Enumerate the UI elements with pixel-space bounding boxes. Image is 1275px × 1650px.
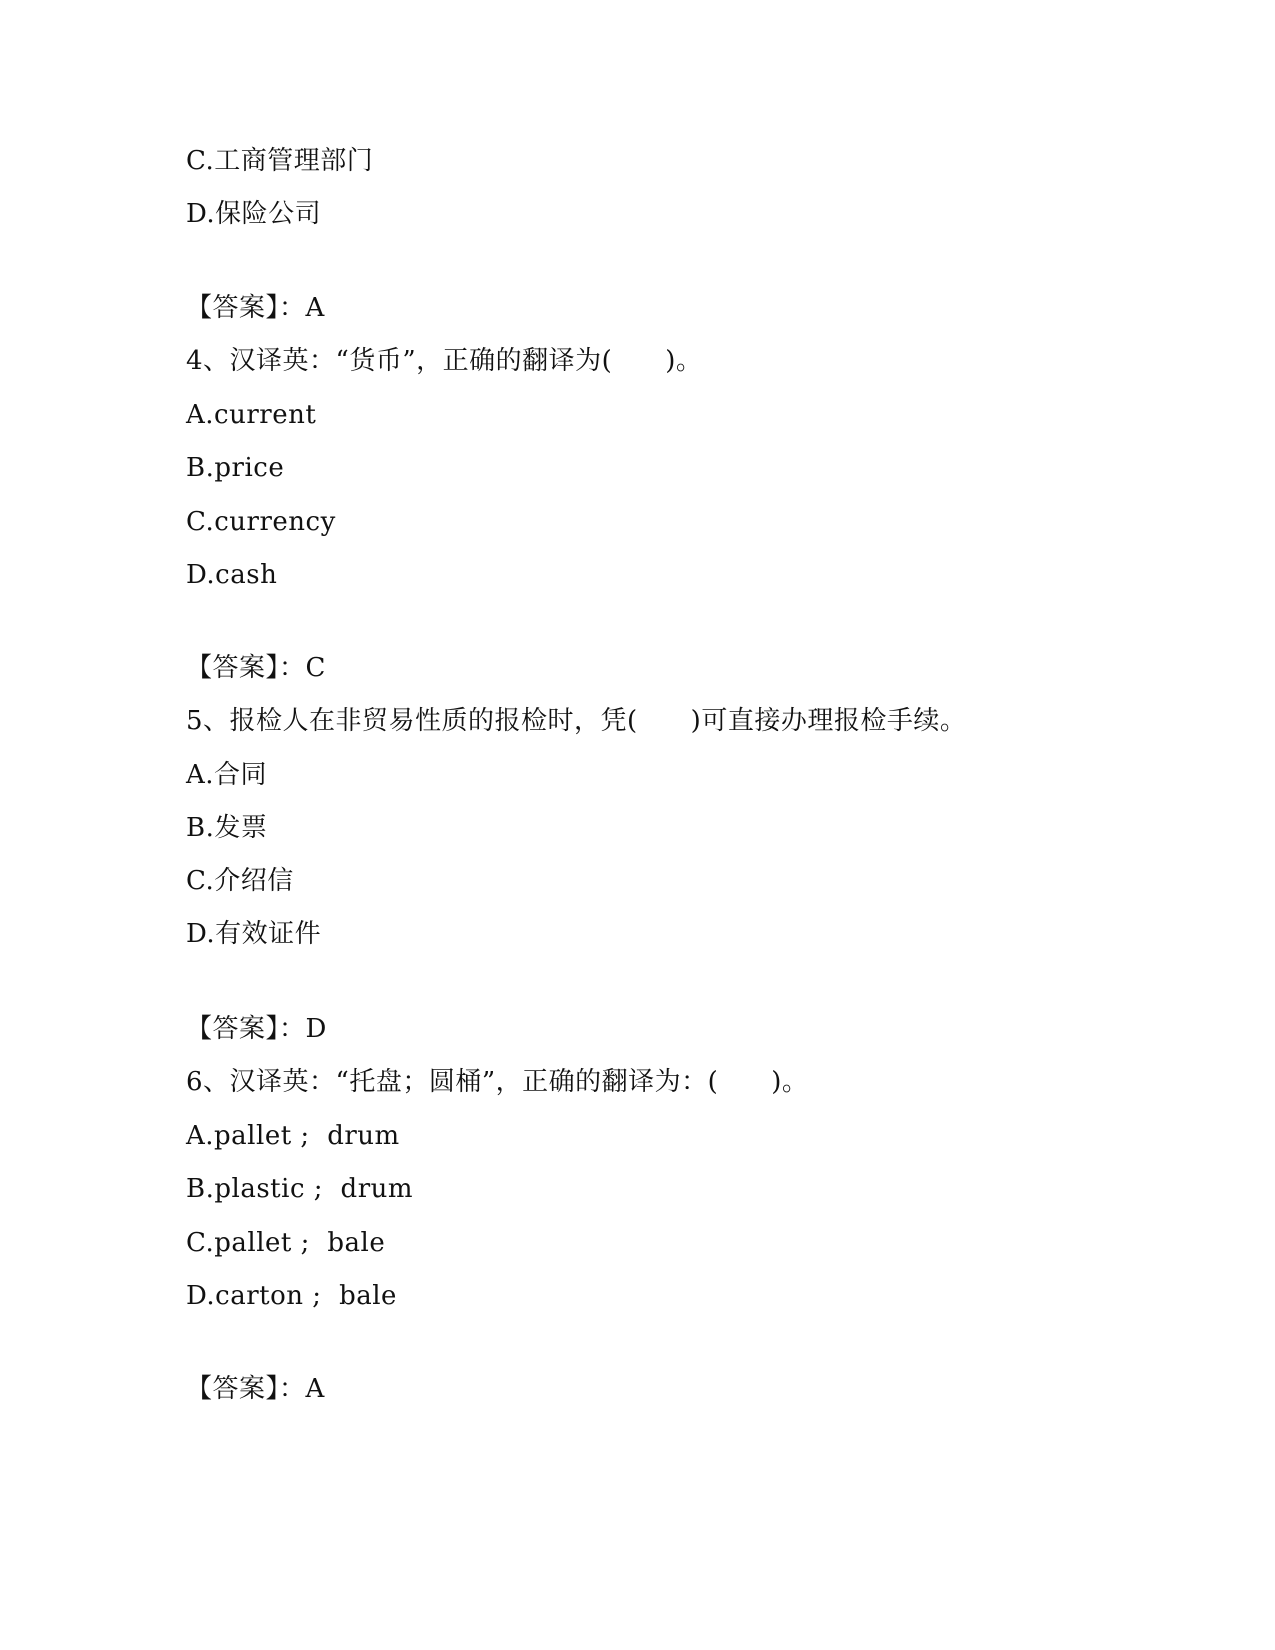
question-stem: 5、报检人在非贸易性质的报检时，凭( )可直接办理报检手续。 [186,706,967,736]
option-d: D.有效证件 [186,919,322,949]
option-d: D.保险公司 [186,199,322,229]
option-b: B.发票 [186,813,268,843]
option-c: C.介绍信 [186,866,294,896]
option-a: A.合同 [186,760,268,790]
option-a: A.current [186,400,317,430]
option-d: D.cash [186,560,278,590]
option-b: B.plastic ; drum [186,1174,414,1204]
question-stem: 4、汉译英：“货币”，正确的翻译为( )。 [186,346,703,376]
answer-line: 【答案】：C [186,653,326,683]
option-c: C.pallet ; bale [186,1228,386,1258]
option-c: C.currency [186,507,336,537]
answer-line: 【答案】：D [186,1014,327,1044]
option-a: A.pallet ; drum [186,1121,400,1151]
question-stem: 6、汉译英：“托盘；圆桶”，正确的翻译为：( )。 [186,1067,809,1097]
option-b: B.price [186,453,285,483]
answer-line: 【答案】：A [186,293,325,323]
option-d: D.carton ; bale [186,1281,397,1311]
answer-line: 【答案】：A [186,1374,325,1404]
option-c: C.工商管理部门 [186,146,374,176]
